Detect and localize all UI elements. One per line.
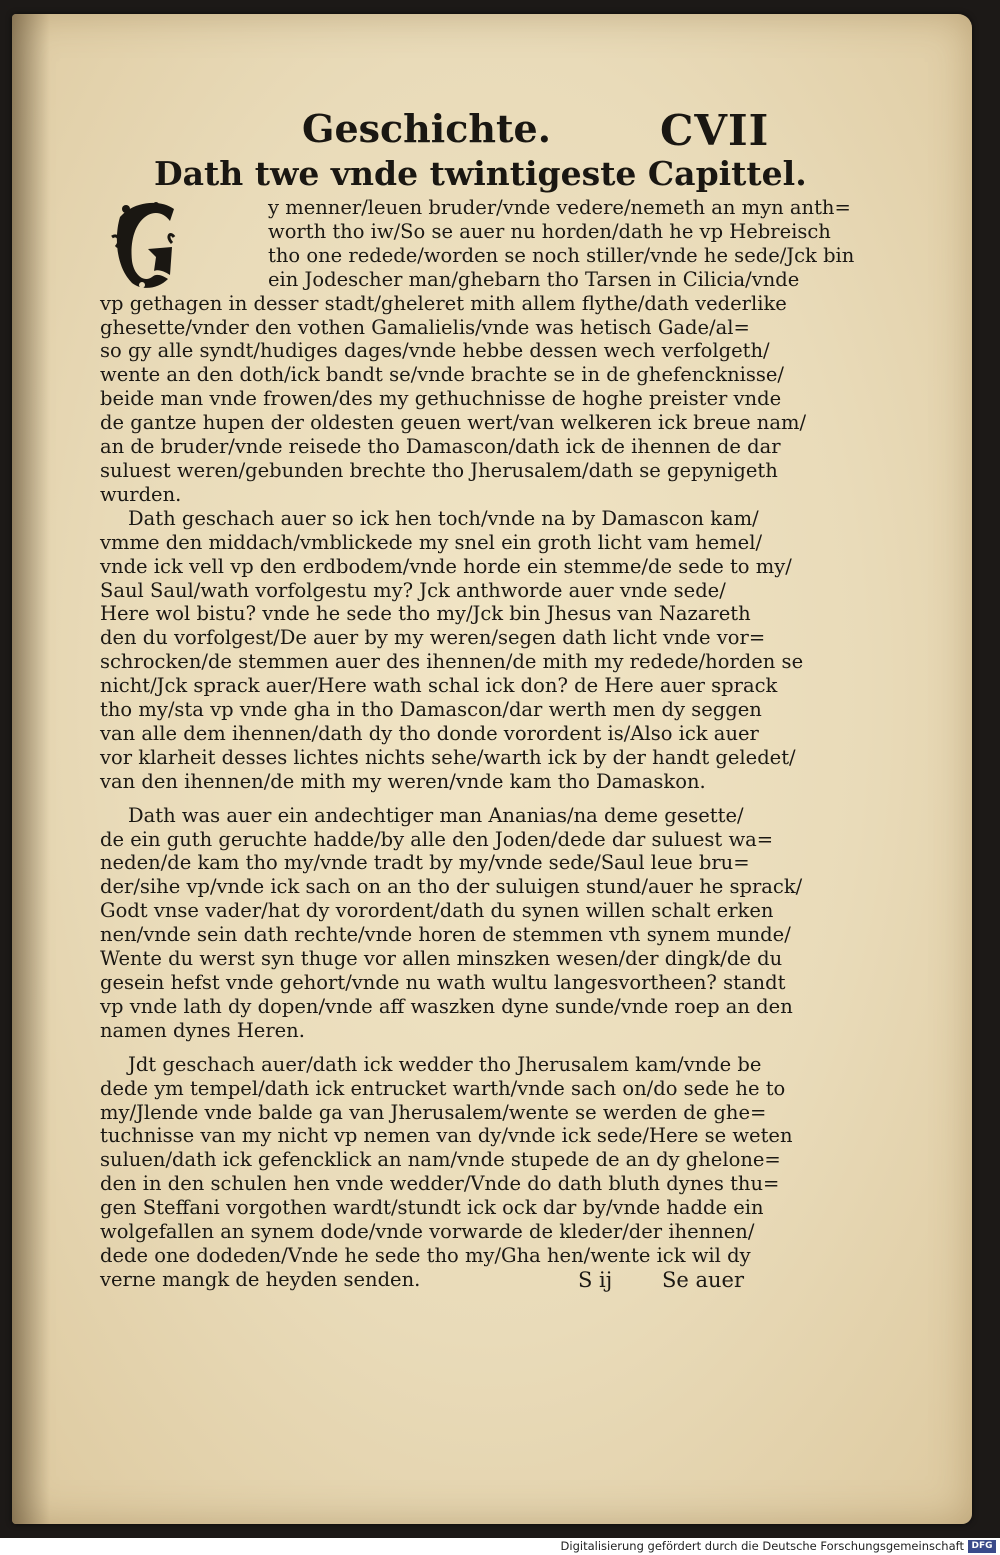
text-line: tho one redede/worden se noch stiller/vnde he sede/Jck bin (268, 243, 855, 267)
text-line: suluen/dath ick gefencklick an nam/vnde stupede de an dy ghelone= (100, 1148, 781, 1172)
text-line: Jdt geschach auer/dath ick wedder tho Jherusalem kam/vnde be (128, 1052, 762, 1076)
book-page (12, 14, 972, 1524)
paragraph-4 (100, 1052, 793, 1292)
page-footer-marks (12, 1268, 972, 1298)
credit-bar (0, 1538, 1000, 1555)
text-line: wolgefallen an synem dode/vnde vorwarde de kleder/der ihennen/ (100, 1220, 755, 1244)
text-line: Wente du werst syn thuge vor allen minszken wesen/der dingk/de du (100, 947, 783, 971)
signature-mark: S ij (578, 1268, 613, 1292)
text-line: dede one dodeden/Vnde he sede tho my/Gha hen/wente ick wil dy (100, 1243, 751, 1267)
text-line: beide man vnde frowen/des my gethuchnisse de hoghe preister vnde (100, 387, 782, 411)
dfg-logo-icon: DFG (968, 1540, 996, 1553)
paragraph-1 (100, 196, 855, 507)
text-line: den in den schulen hen vnde wedder/Vnde do dath bluth dynes thu= (100, 1172, 780, 1196)
text-line: so gy alle syndt/hudiges dages/vnde hebbe dessen wech verfolgeth/ (100, 339, 770, 363)
text-line: vp gethagen in desser stadt/gheleret mith allem flythe/dath vederlike (100, 291, 787, 315)
text-line: nicht/Jck sprack auer/Here wath schal ick don? de Here auer sprack (100, 674, 778, 698)
text-line: ghesette/vnder den vothen Gamalielis/vnde was hetisch Gade/al= (100, 315, 750, 339)
text-line: vnde ick vell vp den erdbodem/vnde horde ein stemme/de sede to my/ (100, 554, 792, 578)
paragraph-3 (100, 803, 803, 1043)
text-line: tuchnisse van my nicht vp nemen van dy/vnde ick sede/Here se weten (100, 1124, 793, 1148)
text-line: nen/vnde sein dath rechte/vnde horen de stemmen vth synem munde/ (100, 923, 791, 947)
text-line: namen dynes Heren. (100, 1018, 305, 1042)
text-line: dede ym tempel/dath ick entrucket warth/vnde sach on/do sede he to (100, 1076, 786, 1100)
body-text (100, 196, 855, 1292)
text-line: wurden. (100, 482, 182, 506)
text-line: gesein hefst vnde gehort/vnde nu wath wultu langesvortheen? standt (100, 971, 786, 994)
running-title: Geschichte. (302, 106, 551, 151)
text-line: Dath geschach auer so ick hen toch/vnde na by Damascon kam/ (128, 506, 759, 530)
text-line: Here wol bistu? vnde he sede tho my/Jck bin Jhesus van Nazareth (100, 602, 751, 626)
text-line: neden/de kam tho my/vnde tradt by my/vnde sede/Saul leue bru= (100, 851, 750, 875)
text-line: vp vnde lath dy dopen/vnde aff waszken dyne sunde/vnde roep an den (100, 994, 793, 1018)
page-header (12, 102, 972, 162)
text-line: Saul Saul/wath vorfolgestu my? Jck anthworde auer vnde sede/ (100, 578, 726, 602)
text-line: worth tho iw/So se auer nu horden/dath he vp Hebreisch (268, 219, 831, 243)
text-line: de ein guth geruchte hadde/by alle den Joden/dede dar suluest wa= (100, 827, 774, 851)
text-line: de gantze hupen der oldesten geuen wert/van welkeren ick breue nam/ (100, 411, 807, 435)
text-line: schrocken/de stemmen auer des ihennen/de mith my redede/horden se (100, 650, 804, 674)
text-line: Dath was auer ein andechtiger man Ananias/na deme gesette/ (128, 803, 744, 827)
text-line: my/Jlende vnde balde ga van Jherusalem/wente se werden de ghe= (100, 1100, 767, 1124)
text-line: an de bruder/vnde reisede tho Damascon/dath ick de ihennen de dar (100, 435, 781, 459)
catchword: Se auer (662, 1268, 745, 1292)
text-line: den du vorfolgest/De auer by my weren/segen dath licht vnde vor= (100, 626, 766, 650)
text-line: gen Steffani vorgothen wardt/stundt ick ock dar by/vnde hadde ein (100, 1196, 764, 1220)
chapter-title: Dath twe vnde twintigeste Capittel. (154, 154, 807, 193)
text-line: ein Jodescher man/ghebarn tho Tarsen in Cilicia/vnde (268, 267, 800, 291)
text-line: suluest weren/gebunden brechte tho Jherusalem/dath se gepynigeth (100, 458, 778, 482)
text-line: wente an den doth/ick bandt se/vnde brachte se in de ghefencknisse/ (100, 363, 784, 387)
text-line: vor klarheit desses lichtes nichts sehe/warth ick by der handt geledet/ (100, 745, 796, 769)
text-line: van den ihennen/de mith my weren/vnde kam tho Damaskon. (100, 769, 706, 793)
text-line: Godt vnse vader/hat dy vorordent/dath du synen willen schalt erken (100, 899, 774, 923)
text-line: van alle dem ihennen/dath dy tho donde vorordent is/Also ick auer (100, 721, 759, 745)
text-line: vmme den middach/vmblickede my snel ein groth licht vam hemel/ (100, 530, 763, 554)
funding-credit: Digitalisierung gefördert durch die Deutsche Forschungsgemeinschaft (560, 1539, 964, 1553)
folio-number: CVII (660, 106, 770, 155)
text-line: tho my/sta vp vnde gha in tho Damascon/dar werth men dy seggen (100, 698, 762, 722)
paragraph-2 (100, 506, 804, 794)
text-line: der/sihe vp/vnde ick sach on an tho der suluigen stund/auer he sprack/ (100, 875, 803, 899)
text-line: verne mangk de heyden senden. (100, 1267, 421, 1291)
text-line: y menner/leuen bruder/vnde vedere/nemeth an myn anth= (268, 196, 851, 219)
